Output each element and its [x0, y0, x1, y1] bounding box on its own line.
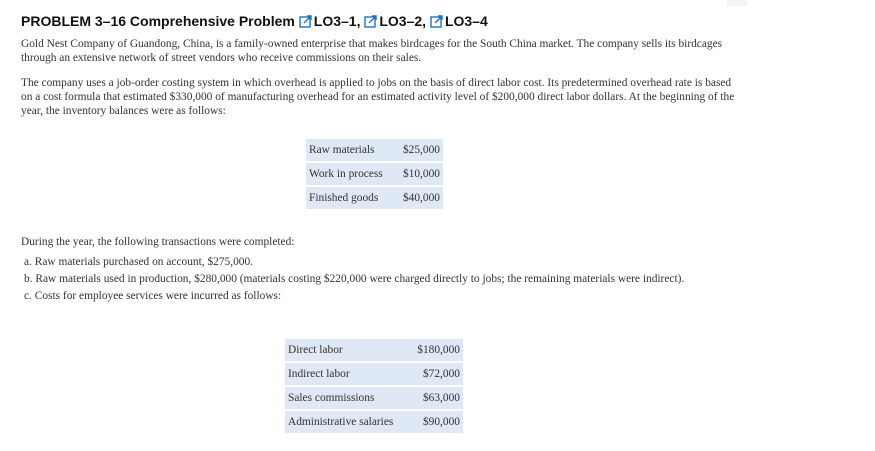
- problem-title: [21, 8, 741, 34]
- inventory-label: Finished goods: [306, 187, 396, 209]
- cost-label: Direct labor: [285, 339, 407, 361]
- table-row: [285, 363, 463, 385]
- learning-objective-1-label: LO3–1,: [313, 13, 361, 29]
- table-row: [306, 139, 443, 161]
- inventory-label: Raw materials: [306, 139, 396, 161]
- inventory-value: $40,000: [396, 187, 443, 209]
- inventory-value: $25,000: [396, 139, 443, 161]
- learning-objective-3[interactable]: [430, 13, 488, 29]
- transactions-intro: During the year, the following transactions were completed:: [21, 236, 295, 248]
- problem-title-text: PROBLEM 3–16 Comprehensive Problem: [21, 13, 295, 29]
- external-link-icon: [299, 15, 313, 28]
- costing-paragraph: The company uses a job-order costing system in which overhead is applied to jobs on the basis of direct labor cost. Its predetermined overhead rate is based on a cost formula that estimated $330,000 of manufacturing overhead for an estimated activity level of $200,000 direct labor dollars. At the beginning of the year, the inventory balances were as follows:: [21, 77, 735, 117]
- cost-label: Sales commissions: [285, 387, 407, 409]
- intro-paragraph: Gold Nest Company of Guandong, China, is a family-owned enterprise that makes birdcages for the South China market. The company sells its birdcages through an extensive network of street vendors who receive commissions on their sales.: [21, 38, 723, 64]
- cost-value: $180,000: [407, 339, 463, 361]
- external-link-icon: [364, 15, 378, 28]
- table-row: [306, 163, 443, 185]
- cost-label: Administrative salaries: [285, 411, 407, 433]
- inventory-value: $10,000: [396, 163, 443, 185]
- cost-value: $90,000: [407, 411, 463, 433]
- list-item: b. Raw materials used in production, $280,000 (materials costing $220,000 were charged directly to jobs; the remaining materials were indirect).: [24, 273, 685, 285]
- list-item: a. Raw materials purchased on account, $275,000.: [24, 256, 254, 268]
- table-row: [285, 339, 463, 361]
- external-link-icon: [430, 15, 444, 28]
- inventory-balances-table: [306, 137, 443, 211]
- cost-value: $72,000: [407, 363, 463, 385]
- cost-label: Indirect labor: [285, 363, 407, 385]
- cost-value: $63,000: [407, 387, 463, 409]
- inventory-label: Work in process: [306, 163, 396, 185]
- corner-decoration: [727, 0, 747, 6]
- learning-objective-1[interactable]: [299, 13, 365, 29]
- learning-objective-2-label: LO3–2,: [379, 13, 427, 29]
- table-row: [285, 387, 463, 409]
- problem-page: [21, 8, 741, 428]
- transactions-list: [21, 252, 726, 303]
- employee-costs-table: [285, 337, 463, 435]
- learning-objective-3-label: LO3–4: [444, 13, 488, 29]
- list-item: c. Costs for employee services were incurred as follows:: [24, 290, 282, 302]
- table-row: [306, 187, 443, 209]
- learning-objective-2[interactable]: [364, 13, 430, 29]
- table-row: [285, 411, 463, 433]
